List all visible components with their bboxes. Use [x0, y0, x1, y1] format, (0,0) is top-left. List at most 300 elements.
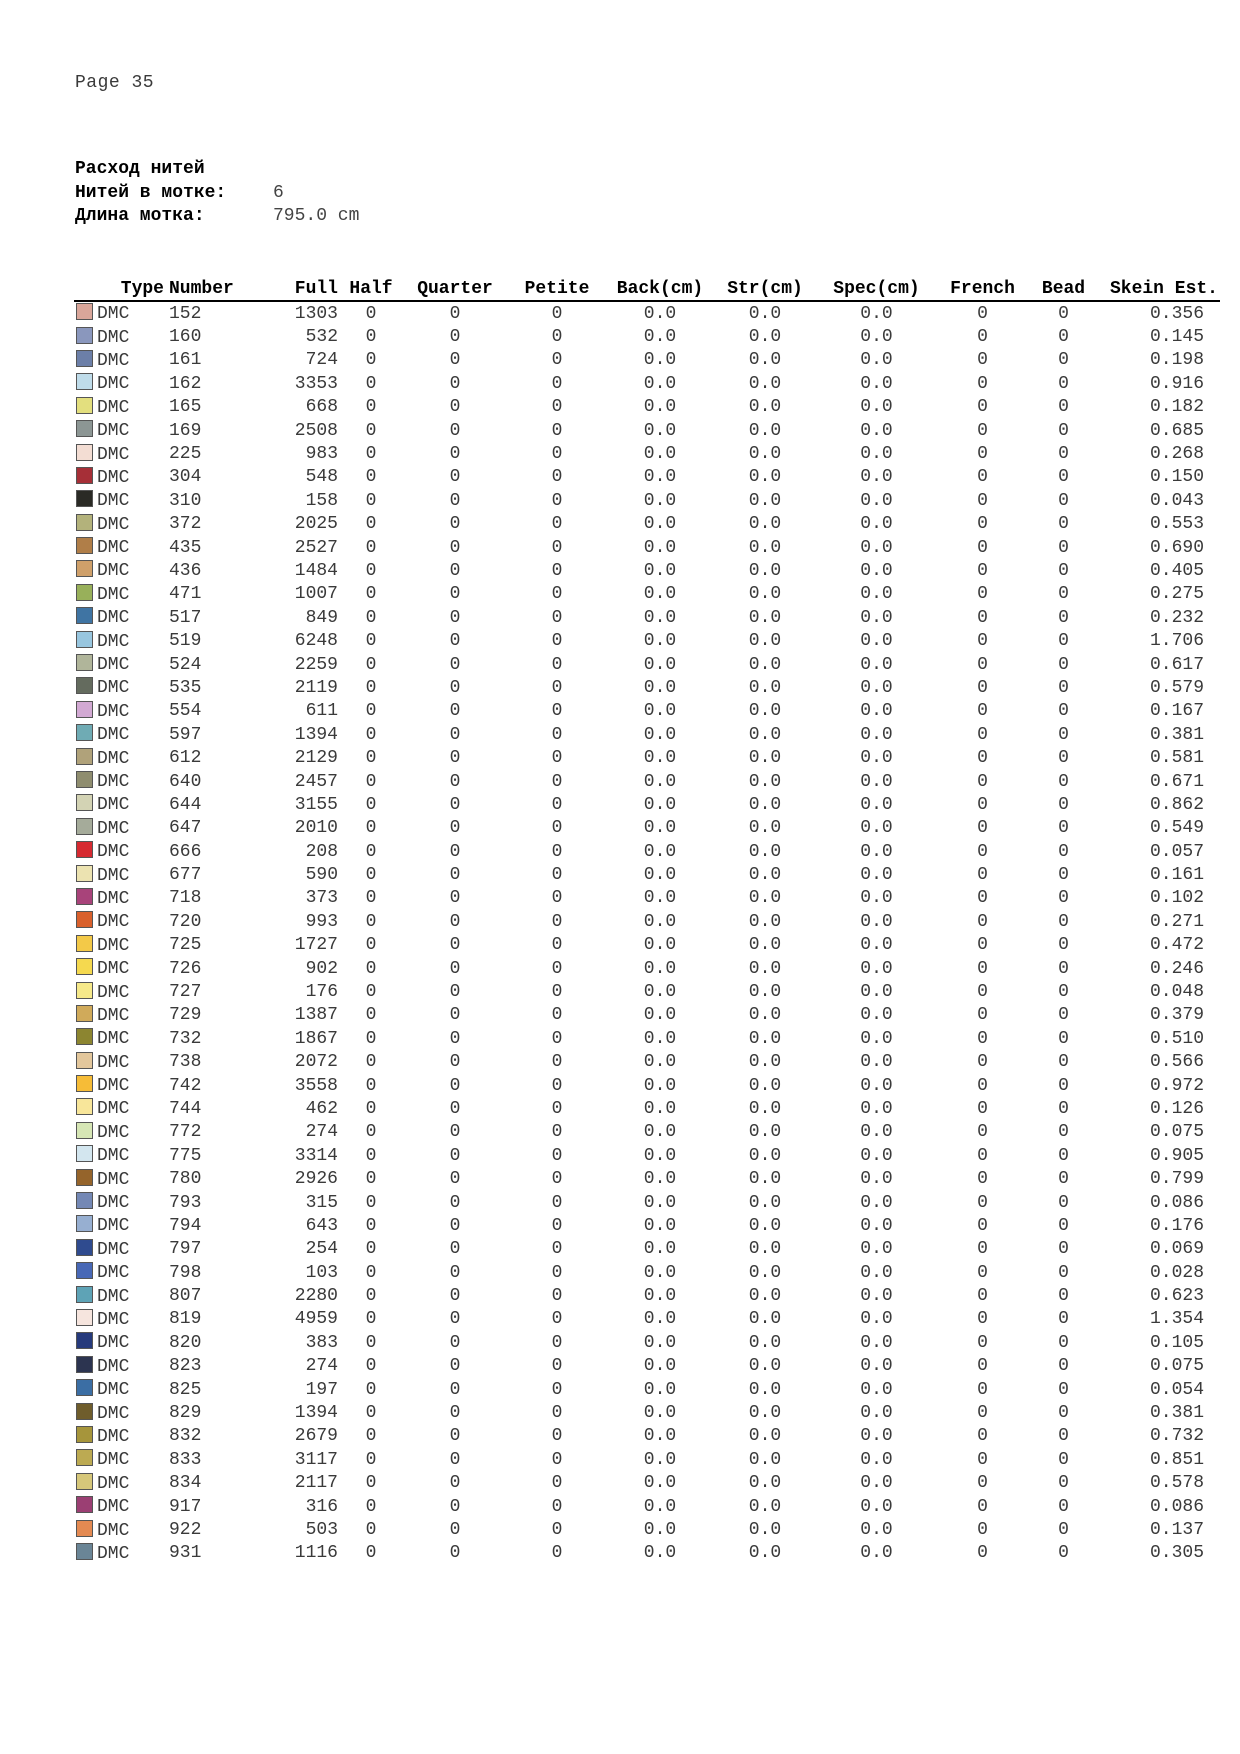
cell-spec: 0.0 — [860, 1005, 893, 1026]
cell-number: 161 — [169, 350, 202, 371]
cell-french: 0 — [977, 748, 988, 769]
table-row — [74, 1074, 1220, 1097]
cell-type — [74, 583, 166, 606]
cell-bead: 0 — [1058, 1075, 1069, 1096]
color-swatch — [76, 724, 93, 741]
thread-type: DMC — [97, 772, 130, 792]
color-swatch — [76, 350, 93, 367]
cell-str: 0.0 — [748, 1215, 782, 1236]
cell-petite: 0 — [551, 631, 563, 652]
table-row — [74, 980, 1220, 1003]
cell-number: 798 — [169, 1262, 202, 1283]
cell-number: 644 — [169, 794, 202, 815]
cell-back: 0.0 — [643, 467, 677, 488]
cell-type — [74, 513, 166, 536]
thread-type: DMC — [97, 1286, 130, 1307]
cell-back: 0.0 — [643, 935, 677, 956]
cell-bead: 0 — [1058, 1449, 1069, 1470]
cell-skein: 0.566 — [1149, 1052, 1204, 1073]
cell-back: 0.0 — [643, 1379, 677, 1400]
cell-half: 0 — [365, 724, 377, 745]
cell-skein: 0.799 — [1149, 1169, 1204, 1190]
cell-bead: 0 — [1058, 490, 1069, 511]
cell-bead: 0 — [1058, 1520, 1069, 1540]
cell-petite: 0 — [551, 654, 563, 675]
cell-french: 0 — [977, 1496, 988, 1517]
cell-half: 0 — [365, 794, 377, 815]
cell-full: 176 — [305, 982, 338, 1003]
cell-spec: 0.0 — [860, 771, 893, 792]
color-swatch — [76, 1169, 93, 1186]
table-row — [74, 1448, 1220, 1471]
cell-type — [74, 1074, 166, 1097]
cell-half: 0 — [365, 1403, 377, 1424]
cell-str: 0.0 — [748, 1239, 782, 1260]
cell-skein: 0.054 — [1149, 1379, 1204, 1400]
thread-type: DMC — [97, 842, 130, 863]
cell-french: 0 — [977, 1356, 988, 1377]
cell-french: 0 — [977, 1403, 988, 1424]
cell-full: 849 — [305, 607, 338, 628]
cell-petite: 0 — [551, 397, 563, 418]
cell-number: 738 — [169, 1052, 202, 1073]
cell-quarter: 0 — [449, 420, 461, 441]
cell-french: 0 — [977, 1473, 988, 1494]
cell-quarter: 0 — [449, 701, 461, 722]
color-swatch — [76, 1543, 93, 1560]
cell-quarter: 0 — [449, 1309, 461, 1330]
cell-back: 0.0 — [643, 1169, 677, 1190]
color-swatch — [76, 1426, 93, 1443]
thread-type: DMC — [97, 1193, 130, 1214]
cell-type — [74, 1542, 166, 1565]
cell-spec: 0.0 — [860, 1192, 893, 1213]
cell-french: 0 — [977, 1145, 988, 1166]
cell-number: 310 — [169, 490, 202, 511]
cell-petite: 0 — [551, 1028, 563, 1049]
cell-number: 435 — [169, 537, 202, 558]
cell-spec: 0.0 — [860, 350, 893, 371]
cell-spec: 0.0 — [860, 537, 893, 558]
cell-type — [74, 1261, 166, 1284]
cell-quarter: 0 — [449, 467, 461, 488]
color-swatch — [76, 1262, 93, 1279]
cell-type — [74, 840, 166, 863]
cell-str: 0.0 — [748, 1192, 782, 1213]
cell-number: 647 — [169, 818, 202, 839]
cell-spec: 0.0 — [860, 1426, 893, 1447]
color-swatch — [76, 1332, 93, 1349]
cell-french: 0 — [977, 935, 988, 956]
thread-type: DMC — [97, 514, 130, 535]
cell-full: 3155 — [294, 794, 338, 815]
cell-quarter: 0 — [449, 935, 461, 956]
cell-back: 0.0 — [643, 1473, 677, 1494]
cell-type — [74, 770, 166, 793]
table-row — [74, 513, 1220, 536]
cell-quarter: 0 — [449, 1005, 461, 1026]
cell-number: 725 — [169, 935, 202, 956]
cell-quarter: 0 — [449, 1098, 461, 1119]
table-row — [74, 1378, 1220, 1401]
cell-spec: 0.0 — [860, 724, 893, 745]
cell-half: 0 — [365, 748, 377, 769]
cell-bead: 0 — [1058, 303, 1069, 324]
color-swatch — [76, 1192, 93, 1209]
cell-skein: 0.271 — [1149, 911, 1204, 932]
color-swatch — [76, 467, 93, 484]
thread-type: DMC — [97, 608, 130, 629]
cell-petite: 0 — [551, 1075, 563, 1096]
cell-type — [74, 1121, 166, 1144]
table-row — [74, 606, 1220, 629]
cell-petite: 0 — [551, 514, 563, 535]
thread-type: DMC — [97, 655, 130, 676]
table-row — [74, 536, 1220, 559]
cell-bead: 0 — [1058, 935, 1069, 956]
cell-type — [74, 1051, 166, 1074]
cell-spec: 0.0 — [860, 1449, 893, 1470]
cell-quarter: 0 — [449, 514, 461, 535]
color-swatch — [76, 1145, 93, 1162]
cell-back: 0.0 — [643, 1543, 677, 1564]
cell-back: 0.0 — [643, 865, 677, 886]
cell-str: 0.0 — [748, 1098, 782, 1119]
cell-type — [74, 396, 166, 419]
cell-quarter: 0 — [449, 748, 461, 769]
cell-number: 471 — [169, 584, 202, 605]
cell-skein: 0.048 — [1149, 982, 1204, 1003]
color-swatch — [76, 1379, 93, 1396]
cell-half: 0 — [365, 607, 377, 628]
cell-french: 0 — [977, 701, 988, 722]
cell-half: 0 — [365, 444, 377, 465]
header-str: Str(cm) — [712, 274, 818, 301]
cell-str: 0.0 — [748, 1028, 782, 1049]
header-type: Type — [74, 274, 166, 301]
cell-full: 2025 — [294, 514, 338, 535]
cell-skein: 0.275 — [1149, 584, 1204, 605]
cell-bead: 0 — [1058, 1192, 1069, 1213]
cell-french: 0 — [977, 631, 988, 652]
cell-bead: 0 — [1058, 327, 1069, 348]
cell-type — [74, 1378, 166, 1401]
cell-skein: 0.617 — [1149, 654, 1204, 675]
cell-full: 2010 — [294, 818, 338, 839]
cell-quarter: 0 — [449, 865, 461, 886]
cell-spec: 0.0 — [860, 1122, 893, 1143]
cell-bead: 0 — [1058, 982, 1069, 1003]
cell-french: 0 — [977, 888, 988, 909]
thread-type: DMC — [97, 1473, 130, 1494]
cell-number: 372 — [169, 514, 202, 535]
cell-spec: 0.0 — [860, 1379, 893, 1400]
color-swatch — [76, 748, 93, 765]
table-row — [74, 1284, 1220, 1307]
cell-quarter: 0 — [449, 397, 461, 418]
cell-half: 0 — [365, 1028, 377, 1049]
cell-str: 0.0 — [748, 1122, 782, 1143]
cell-number: 535 — [169, 677, 202, 698]
cell-type — [74, 325, 166, 348]
cell-type — [74, 1284, 166, 1307]
cell-skein: 0.176 — [1149, 1215, 1204, 1236]
cell-petite: 0 — [551, 467, 563, 488]
cell-half: 0 — [365, 1098, 377, 1119]
color-swatch — [76, 865, 93, 882]
cell-back: 0.0 — [643, 327, 677, 348]
cell-bead: 0 — [1058, 654, 1069, 675]
cell-full: 6248 — [294, 631, 338, 652]
cell-spec: 0.0 — [860, 865, 893, 886]
cell-spec: 0.0 — [860, 1473, 893, 1494]
thread-type: DMC — [97, 1052, 130, 1073]
header-bead: Bead — [1030, 274, 1097, 301]
thread-type: DMC — [97, 1029, 130, 1050]
cell-spec: 0.0 — [860, 1403, 893, 1424]
thread-type: DMC — [97, 1309, 130, 1330]
cell-petite: 0 — [551, 1122, 563, 1143]
thread-type: DMC — [97, 1333, 130, 1354]
cell-petite: 0 — [551, 1215, 563, 1236]
cell-str: 0.0 — [748, 631, 782, 652]
cell-bead: 0 — [1058, 1286, 1069, 1307]
cell-french: 0 — [977, 1239, 988, 1260]
cell-french: 0 — [977, 1262, 988, 1283]
cell-type — [74, 887, 166, 910]
cell-number: 832 — [169, 1426, 202, 1447]
cell-bead: 0 — [1058, 584, 1069, 605]
color-swatch — [76, 1286, 93, 1303]
cell-spec: 0.0 — [860, 841, 893, 862]
cell-spec: 0.0 — [860, 1215, 893, 1236]
cell-spec: 0.0 — [860, 1098, 893, 1119]
cell-number: 931 — [169, 1543, 202, 1564]
cell-half: 0 — [365, 560, 377, 581]
cell-number: 726 — [169, 958, 202, 979]
cell-quarter: 0 — [449, 818, 461, 839]
cell-full: 208 — [305, 841, 338, 862]
cell-back: 0.0 — [643, 373, 677, 394]
table-row — [74, 840, 1220, 863]
cell-full: 503 — [305, 1520, 338, 1540]
cell-back: 0.0 — [643, 1356, 677, 1377]
cell-quarter: 0 — [449, 1332, 461, 1353]
cell-full: 383 — [305, 1332, 338, 1353]
cell-number: 554 — [169, 701, 202, 722]
cell-full: 590 — [305, 865, 338, 886]
cell-bead: 0 — [1058, 1473, 1069, 1494]
header-half: Half — [338, 274, 404, 301]
cell-quarter: 0 — [449, 560, 461, 581]
cell-skein: 0.150 — [1149, 467, 1204, 488]
cell-skein: 0.581 — [1149, 748, 1204, 769]
color-swatch — [76, 1052, 93, 1069]
cell-type — [74, 1004, 166, 1027]
cell-skein: 0.075 — [1149, 1356, 1204, 1377]
thread-type: DMC — [97, 1239, 130, 1260]
cell-petite: 0 — [551, 1496, 563, 1517]
cell-french: 0 — [977, 1122, 988, 1143]
cell-number: 742 — [169, 1075, 202, 1096]
cell-french: 0 — [977, 1005, 988, 1026]
cell-number: 720 — [169, 911, 202, 932]
cell-french: 0 — [977, 911, 988, 932]
cell-half: 0 — [365, 771, 377, 792]
cell-quarter: 0 — [449, 1286, 461, 1307]
page-number: Page 35 — [75, 73, 155, 93]
table-header-row — [74, 274, 1220, 301]
cell-full: 2119 — [294, 677, 338, 698]
cell-petite: 0 — [551, 420, 563, 441]
cell-number: 807 — [169, 1286, 202, 1307]
cell-skein: 0.105 — [1149, 1332, 1204, 1353]
cell-quarter: 0 — [449, 654, 461, 675]
cell-str: 0.0 — [748, 1309, 782, 1330]
cell-spec: 0.0 — [860, 888, 893, 909]
cell-type — [74, 793, 166, 816]
cell-back: 0.0 — [643, 1028, 677, 1049]
cell-number: 612 — [169, 748, 202, 769]
cell-back: 0.0 — [643, 1262, 677, 1283]
cell-quarter: 0 — [449, 982, 461, 1003]
cell-skein: 0.246 — [1149, 958, 1204, 979]
cell-number: 917 — [169, 1496, 202, 1517]
cell-half: 0 — [365, 1332, 377, 1353]
color-swatch — [76, 911, 93, 928]
cell-skein: 0.145 — [1149, 327, 1204, 348]
cell-full: 4959 — [294, 1309, 338, 1330]
table-row — [74, 466, 1220, 489]
cell-french: 0 — [977, 1286, 988, 1307]
cell-str: 0.0 — [748, 607, 782, 628]
table-row — [74, 419, 1220, 442]
cell-type — [74, 1097, 166, 1120]
table-row — [74, 723, 1220, 746]
cell-bead: 0 — [1058, 467, 1069, 488]
cell-type — [74, 934, 166, 957]
cell-quarter: 0 — [449, 1052, 461, 1073]
cell-bead: 0 — [1058, 865, 1069, 886]
cell-half: 0 — [365, 1473, 377, 1494]
cell-skein: 0.905 — [1149, 1145, 1204, 1166]
cell-full: 1867 — [294, 1028, 338, 1049]
cell-str: 0.0 — [748, 537, 782, 558]
cell-quarter: 0 — [449, 631, 461, 652]
cell-str: 0.0 — [748, 1426, 782, 1447]
cell-quarter: 0 — [449, 958, 461, 979]
color-swatch — [76, 327, 93, 344]
cell-petite: 0 — [551, 373, 563, 394]
cell-skein: 0.086 — [1149, 1192, 1204, 1213]
cell-petite: 0 — [551, 1426, 563, 1447]
cell-french: 0 — [977, 1192, 988, 1213]
cell-half: 0 — [365, 1309, 377, 1330]
header-petite: Petite — [506, 274, 608, 301]
cell-quarter: 0 — [449, 1169, 461, 1190]
cell-skein: 0.182 — [1149, 397, 1204, 418]
thread-type: DMC — [97, 1146, 130, 1167]
table-row — [74, 1308, 1220, 1331]
cell-bead: 0 — [1058, 420, 1069, 441]
cell-str: 0.0 — [748, 818, 782, 839]
color-swatch — [76, 1028, 93, 1045]
cell-half: 0 — [365, 467, 377, 488]
cell-back: 0.0 — [643, 888, 677, 909]
cell-str: 0.0 — [748, 888, 782, 909]
color-swatch — [76, 888, 93, 905]
thread-type: DMC — [97, 959, 130, 980]
table-row — [74, 934, 1220, 957]
cell-half: 0 — [365, 373, 377, 394]
cell-number: 727 — [169, 982, 202, 1003]
cell-full: 902 — [305, 958, 338, 979]
cell-french: 0 — [977, 654, 988, 675]
color-swatch — [76, 490, 93, 507]
cell-petite: 0 — [551, 748, 563, 769]
cell-spec: 0.0 — [860, 1169, 893, 1190]
cell-back: 0.0 — [643, 607, 677, 628]
cell-quarter: 0 — [449, 537, 461, 558]
cell-back: 0.0 — [643, 1122, 677, 1143]
table-row — [74, 863, 1220, 886]
header-spec: Spec(cm) — [818, 274, 935, 301]
cell-full: 2508 — [294, 420, 338, 441]
cell-number: 169 — [169, 420, 202, 441]
table-row — [74, 1472, 1220, 1495]
cell-type — [74, 980, 166, 1003]
cell-full: 2117 — [294, 1473, 338, 1494]
cell-bead: 0 — [1058, 888, 1069, 909]
cell-str: 0.0 — [748, 327, 782, 348]
thread-type: DMC — [97, 421, 130, 442]
table-row — [74, 957, 1220, 980]
cell-back: 0.0 — [643, 841, 677, 862]
cell-spec: 0.0 — [860, 748, 893, 769]
table-row — [74, 770, 1220, 793]
cell-back: 0.0 — [643, 350, 677, 371]
cell-skein: 0.379 — [1149, 1005, 1204, 1026]
cell-quarter: 0 — [449, 1473, 461, 1494]
cell-skein: 0.578 — [1149, 1473, 1204, 1494]
cell-number: 793 — [169, 1192, 202, 1213]
table-row — [74, 1097, 1220, 1120]
table-row — [74, 489, 1220, 512]
cell-french: 0 — [977, 1052, 988, 1073]
cell-quarter: 0 — [449, 794, 461, 815]
cell-spec: 0.0 — [860, 1496, 893, 1517]
cell-back: 0.0 — [643, 1403, 677, 1424]
strands-label: Нитей в мотке: — [75, 182, 227, 203]
cell-bead: 0 — [1058, 1496, 1069, 1517]
cell-spec: 0.0 — [860, 1356, 893, 1377]
cell-spec: 0.0 — [860, 677, 893, 698]
cell-half: 0 — [365, 490, 377, 511]
cell-bead: 0 — [1058, 1169, 1069, 1190]
cell-str: 0.0 — [748, 654, 782, 675]
cell-back: 0.0 — [643, 911, 677, 932]
cell-str: 0.0 — [748, 560, 782, 581]
cell-french: 0 — [977, 982, 988, 1003]
cell-back: 0.0 — [643, 1520, 677, 1540]
cell-type — [74, 817, 166, 840]
cell-full: 373 — [305, 888, 338, 909]
cell-str: 0.0 — [748, 490, 782, 511]
thread-usage-table — [74, 274, 1220, 1565]
cell-half: 0 — [365, 1379, 377, 1400]
thread-type: DMC — [97, 795, 130, 816]
cell-french: 0 — [977, 1332, 988, 1353]
